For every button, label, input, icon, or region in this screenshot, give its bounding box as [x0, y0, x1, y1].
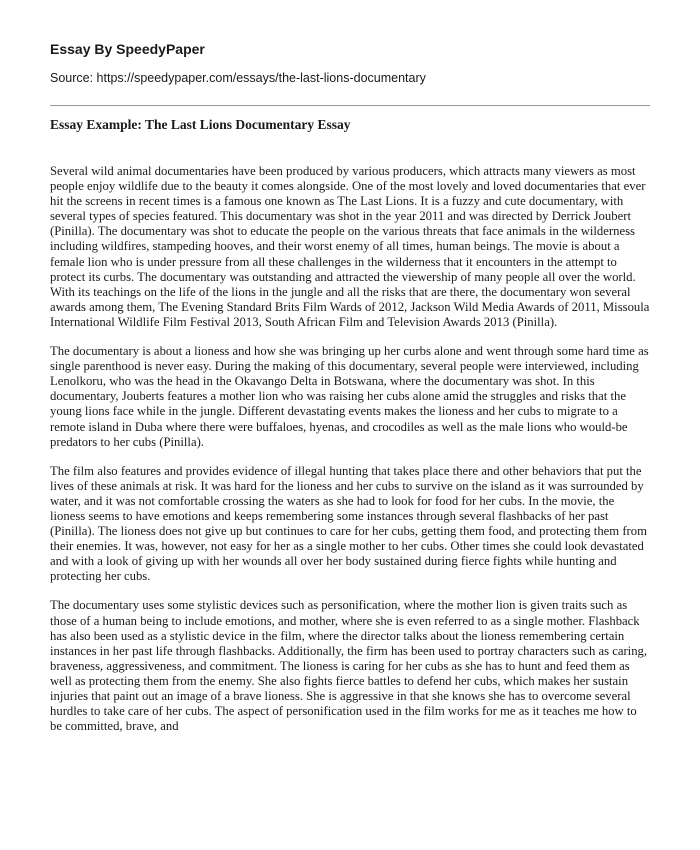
header-divider: [50, 105, 650, 106]
document-source-line: Source: https://speedypaper.com/essays/the-last-lions-documentary: [50, 71, 426, 85]
essay-paragraph-2: The documentary is about a lioness and how she was bringing up her curbs alone and went through some hard time as single parenthood is never easy. During the making of this documentary, several people were interviewed, including Lenolkoru, who was the head in the Okavango Delta in Botswana, where the documentary was shot. In this documentary, Jouberts features a mother lion who was raising her cubs alone amid the struggles and risks that the young lions face while in the jungle. Different devastating events makes the lioness and her cubs to migrate to a remote island in Duba where there were buffaloes, hyenas, and crocodiles as well as the male lions who would-be predators to her cubs (Pinilla).: [50, 344, 649, 449]
essay-paragraph-4: The documentary uses some stylistic devices such as personification, where the mother lion is given traits such as those of a human being to include emotions, and mother, where she is even referred to as a single mother. Flashback has also been used as a stylistic device in the film, where the director talks about the lioness remembering certain instances in her past life through flashbacks. Additionally, the firm has been used to portray characters such as caring, braveness, aggressiveness, and commitment. The lioness is caring for her cubs as she has to hunt and feed them as well as protecting them from the enemy. She also fights fierce battles to defend her cubs, which makes her sustain injuries that paint out an image of a brave lioness. She is aggressive in that she knows she has to overcome several hurdles to take care of her cubs. The aspect of personification used in the film works for me as it teaches me how to be committed, brave, and: [50, 598, 648, 734]
document-page: [50, 40, 650, 748]
essay-title: Essay Example: The Last Lions Documentary Essay: [50, 117, 351, 132]
essay-body: [50, 164, 650, 734]
document-brand-heading: Essay By SpeedyPaper: [50, 41, 205, 57]
essay-paragraph-1: Several wild animal documentaries have been produced by various producers, which attracts many viewers as most people enjoy wildlife due to the beauty it comes alongside. One of the most lovely and loved documentaries that ever hit the screens in recent times is a famous one known as The Last Lions. It is a fuzzy and cute documentary, with several types of species featured. This documentary was shot in the year 2011 and was directed by Derrick Joubert (Pinilla). The documentary was shot to educate the people on the various threats that face animals in the wilderness including wildfires, stampeding hooves, and their worst enemy of all times, human beings. The movie is about a female lion who is under pressure from all these challenges in the wilderness that it encounters in the attempt to protect its curbs. The documentary was outstanding and attracted the viewership of many people all over the world. With its teachings on the life of the lions in the jungle and all the risks that are there, the documentary won several awards among them, The Evening Standard Brits Film Wards of 2012, Jackson Wild Media Awards of 2011, Missoula International Wildlife Film Festival 2013, South African Film and Television Awards 2013 (Pinilla).: [50, 164, 650, 329]
essay-paragraph-3: The film also features and provides evidence of illegal hunting that takes place there and other behaviors that put the lives of these animals at risk. It was hard for the lioness and her cubs to survive on the island as it was surrounded by water, and it was not comfortable crossing the waters as she had to look for food for her cubs. In the movie, the lioness seems to have emotions and keeps remembering some instances through several flashbacks of her past (Pinilla). The lioness does not give up but continues to care for her cubs, getting them food, and protecting them from their enemies. It was, however, not easy for her as a single mother to her cubs. Other times she could look devastated and with a look of giving up with her wounds all over her body sustained during fierce fights while hunting and protecting her cubs.: [50, 463, 647, 584]
